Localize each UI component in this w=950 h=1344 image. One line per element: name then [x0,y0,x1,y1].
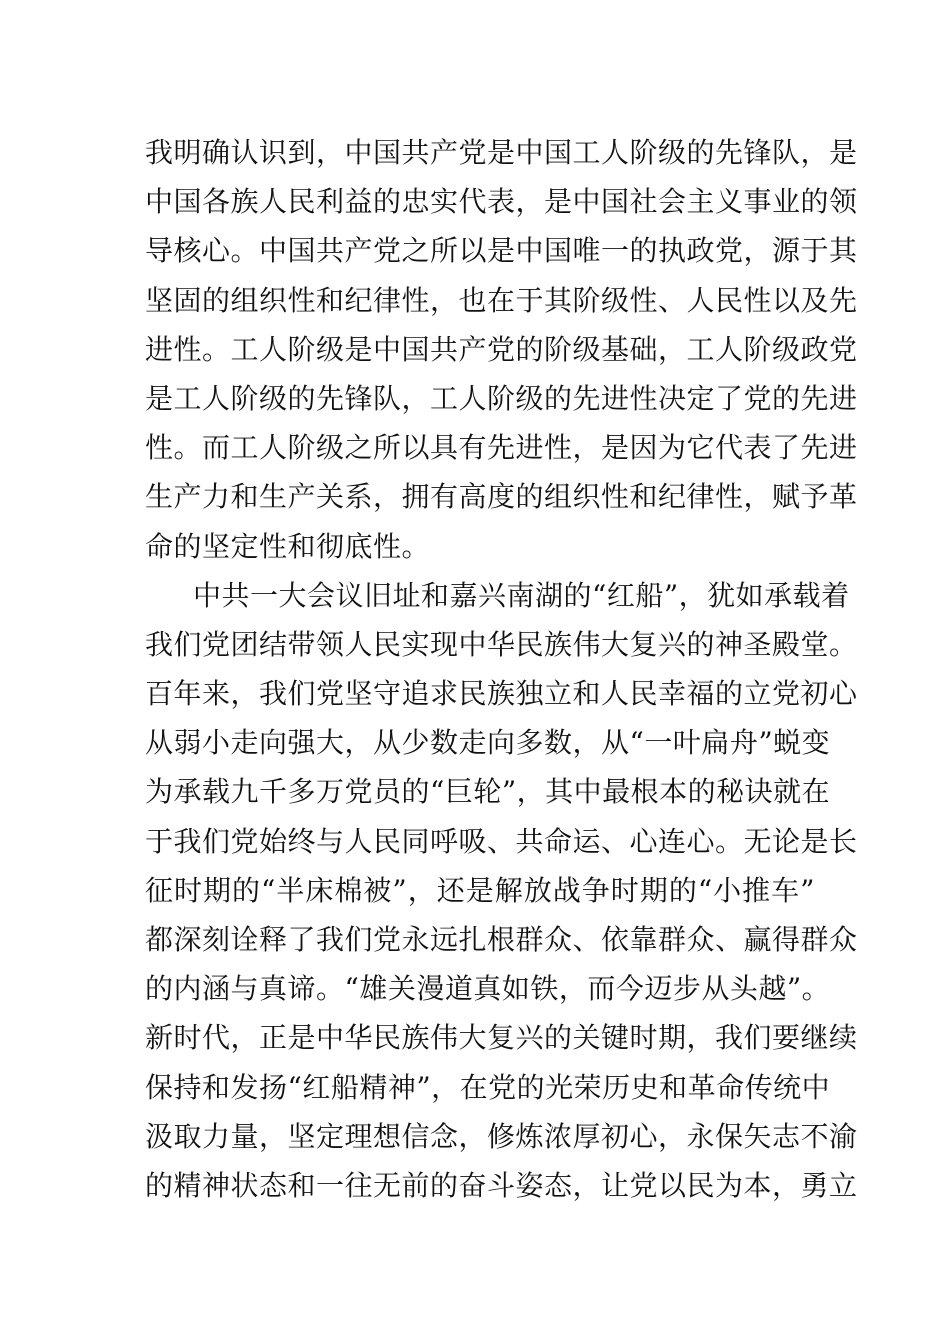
text-line: 的精神状态和一往无前的奋斗姿态，让党以民为本，勇立 [145,1168,858,1202]
text-line: 都深刻诠释了我们党永远扎根群众、依靠群众、赢得群众 [145,923,858,956]
text-line: 坚固的组织性和纪律性，也在于其阶级性、人民性以及先 [145,283,858,317]
text-line: 为承载九千多万党员的“巨轮”，其中最根本的秘诀就在 [145,775,831,809]
text-line: 性。而工人阶级之所以具有先进性，是因为它代表了先进 [145,431,858,465]
text-line: 征时期的“半床棉被”，还是解放战争时期的“小推车” [145,873,815,907]
text-line: 是工人阶级的先锋队，工人阶级的先进性决定了党的先进 [145,381,858,415]
text-line: 进性。工人阶级是中国共产党的阶级基础，工人阶级政党 [145,332,858,366]
text-line: 命的坚定性和彻底性。 [145,529,431,563]
text-line: 中共一大会议旧址和嘉兴南湖的“红船”，犹如承载着 [193,578,850,612]
text-line: 导核心。中国共产党之所以是中国唯一的执政党，源于其 [145,234,858,268]
text-line: 保持和发扬“红船精神”，在党的光荣历史和革命传统中 [145,1070,831,1104]
text-line: 的内涵与真谛。“雄关漫道真如铁，而今迈步从头越”。 [145,972,831,1006]
document-body [145,128,858,1210]
text-line: 生产力和生产关系，拥有高度的组织性和纪律性，赋予革 [145,480,858,514]
text-line: 百年来，我们党坚守追求民族独立和人民幸福的立党初心 [145,677,858,711]
text-line: 我们党团结带领人民实现中华民族伟大复兴的神圣殿堂。 [145,627,858,661]
text-line: 于我们党始终与人民同呼吸、共命运、心连心。无论是长 [145,824,858,858]
text-line: 汲取力量，坚定理想信念，修炼浓厚初心，永保矢志不渝 [145,1119,858,1153]
paragraph-1 [145,128,858,571]
text-line: 从弱小走向强大，从少数走向多数，从“一叶扁舟”蜕变 [145,726,831,760]
text-line: 中国各族人民利益的忠实代表，是中国社会主义事业的领 [145,185,858,219]
paragraph-2 [145,571,858,1210]
text-line: 我明确认识到，中国共产党是中国工人阶级的先锋队，是 [145,136,858,169]
text-line: 新时代，正是中华民族伟大复兴的关键时期，我们要继续 [145,1021,858,1055]
